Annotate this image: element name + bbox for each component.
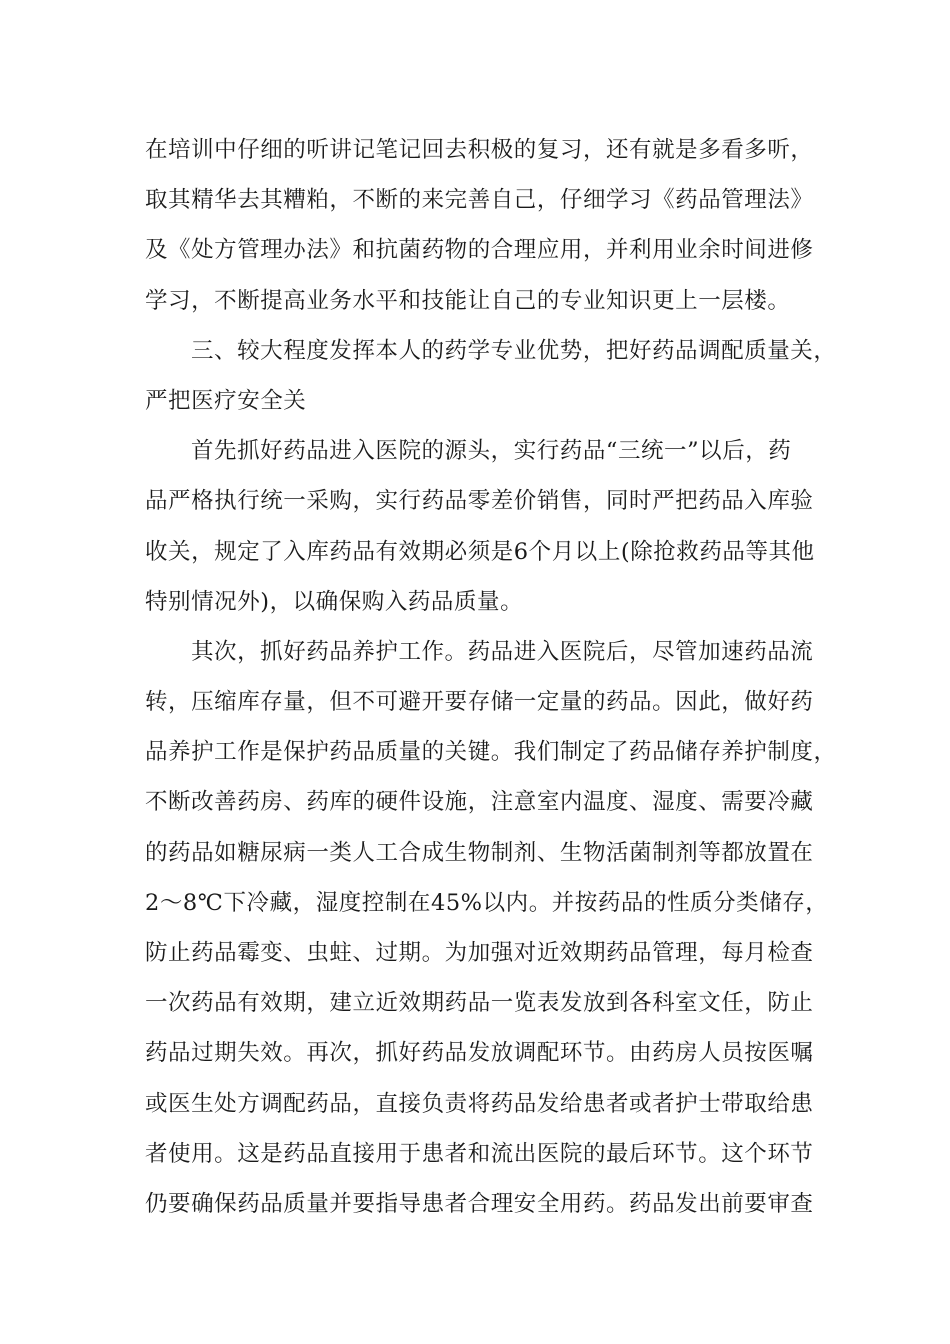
paragraph-start: 首先抓好药品进入医院的源头，实行药品“三统一”以后，药 (191, 438, 792, 465)
body-line: 2～8℃下冷藏，湿度控制在45%以内。并按药品的性质分类储存， (145, 889, 829, 916)
body-line: 品养护工作是保护药品质量的关键。我们制定了药品储存养护制度， (145, 739, 837, 766)
body-line: 学习，不断提高业务水平和技能让自己的专业知识更上一层楼。 (145, 287, 791, 314)
body-line: 或医生处方调配药品，直接负责将药品发给患者或者护士带取给患 (145, 1090, 814, 1117)
body-line: 一次药品有效期，建立近效期药品一览表发放到各科室文任，防止 (145, 990, 814, 1017)
body-line: 者使用。这是药品直接用于患者和流出医院的最后环节。这个环节 (145, 1140, 814, 1167)
body-line: 品严格执行统一采购，实行药品零差价销售，同时严把药品入库验 (145, 488, 814, 515)
body-line: 仍要确保药品质量并要指导患者合理安全用药。药品发出前要审查 (145, 1190, 814, 1217)
body-line: 特别情况外)，以确保购入药品质量。 (145, 588, 524, 615)
body-line: 防止药品霉变、虫蛀、过期。为加强对近效期药品管理，每月检查 (145, 940, 814, 966)
body-line: 不断改善药房、药库的硬件设施，注意室内温度、湿度、需要冷藏 (145, 789, 814, 816)
section-heading: 三、较大程度发挥本人的药学专业优势，把好药品调配质量关， (191, 337, 837, 364)
body-line: 及《处方管理办法》和抗菌药物的合理应用，并利用业余时间进修 (145, 237, 814, 264)
section-heading-continued: 严把医疗安全关 (145, 387, 307, 414)
body-line: 转，压缩库存量，但不可避开要存储一定量的药品。因此，做好药 (145, 689, 814, 716)
body-line: 取其精华去其糟粕，不断的来完善自己，仔细学习《药品管理法》 (145, 187, 814, 214)
paragraph-start: 其次，抓好药品养护工作。药品进入医院后，尽管加速药品流 (191, 638, 814, 665)
body-line: 药品过期失效。再次，抓好药品发放调配环节。由药房人员按医嘱 (145, 1040, 814, 1067)
body-line: 的药品如糖尿病一类人工合成生物制剂、生物活菌制剂等都放置在 (145, 839, 814, 866)
body-line: 收关，规定了入库药品有效期必须是6个月以上(除抢救药品等其他 (145, 538, 815, 565)
document-body (145, 130, 835, 1234)
body-line: 在培训中仔细的听讲记笔记回去积极的复习，还有就是多看多听， (145, 137, 814, 163)
